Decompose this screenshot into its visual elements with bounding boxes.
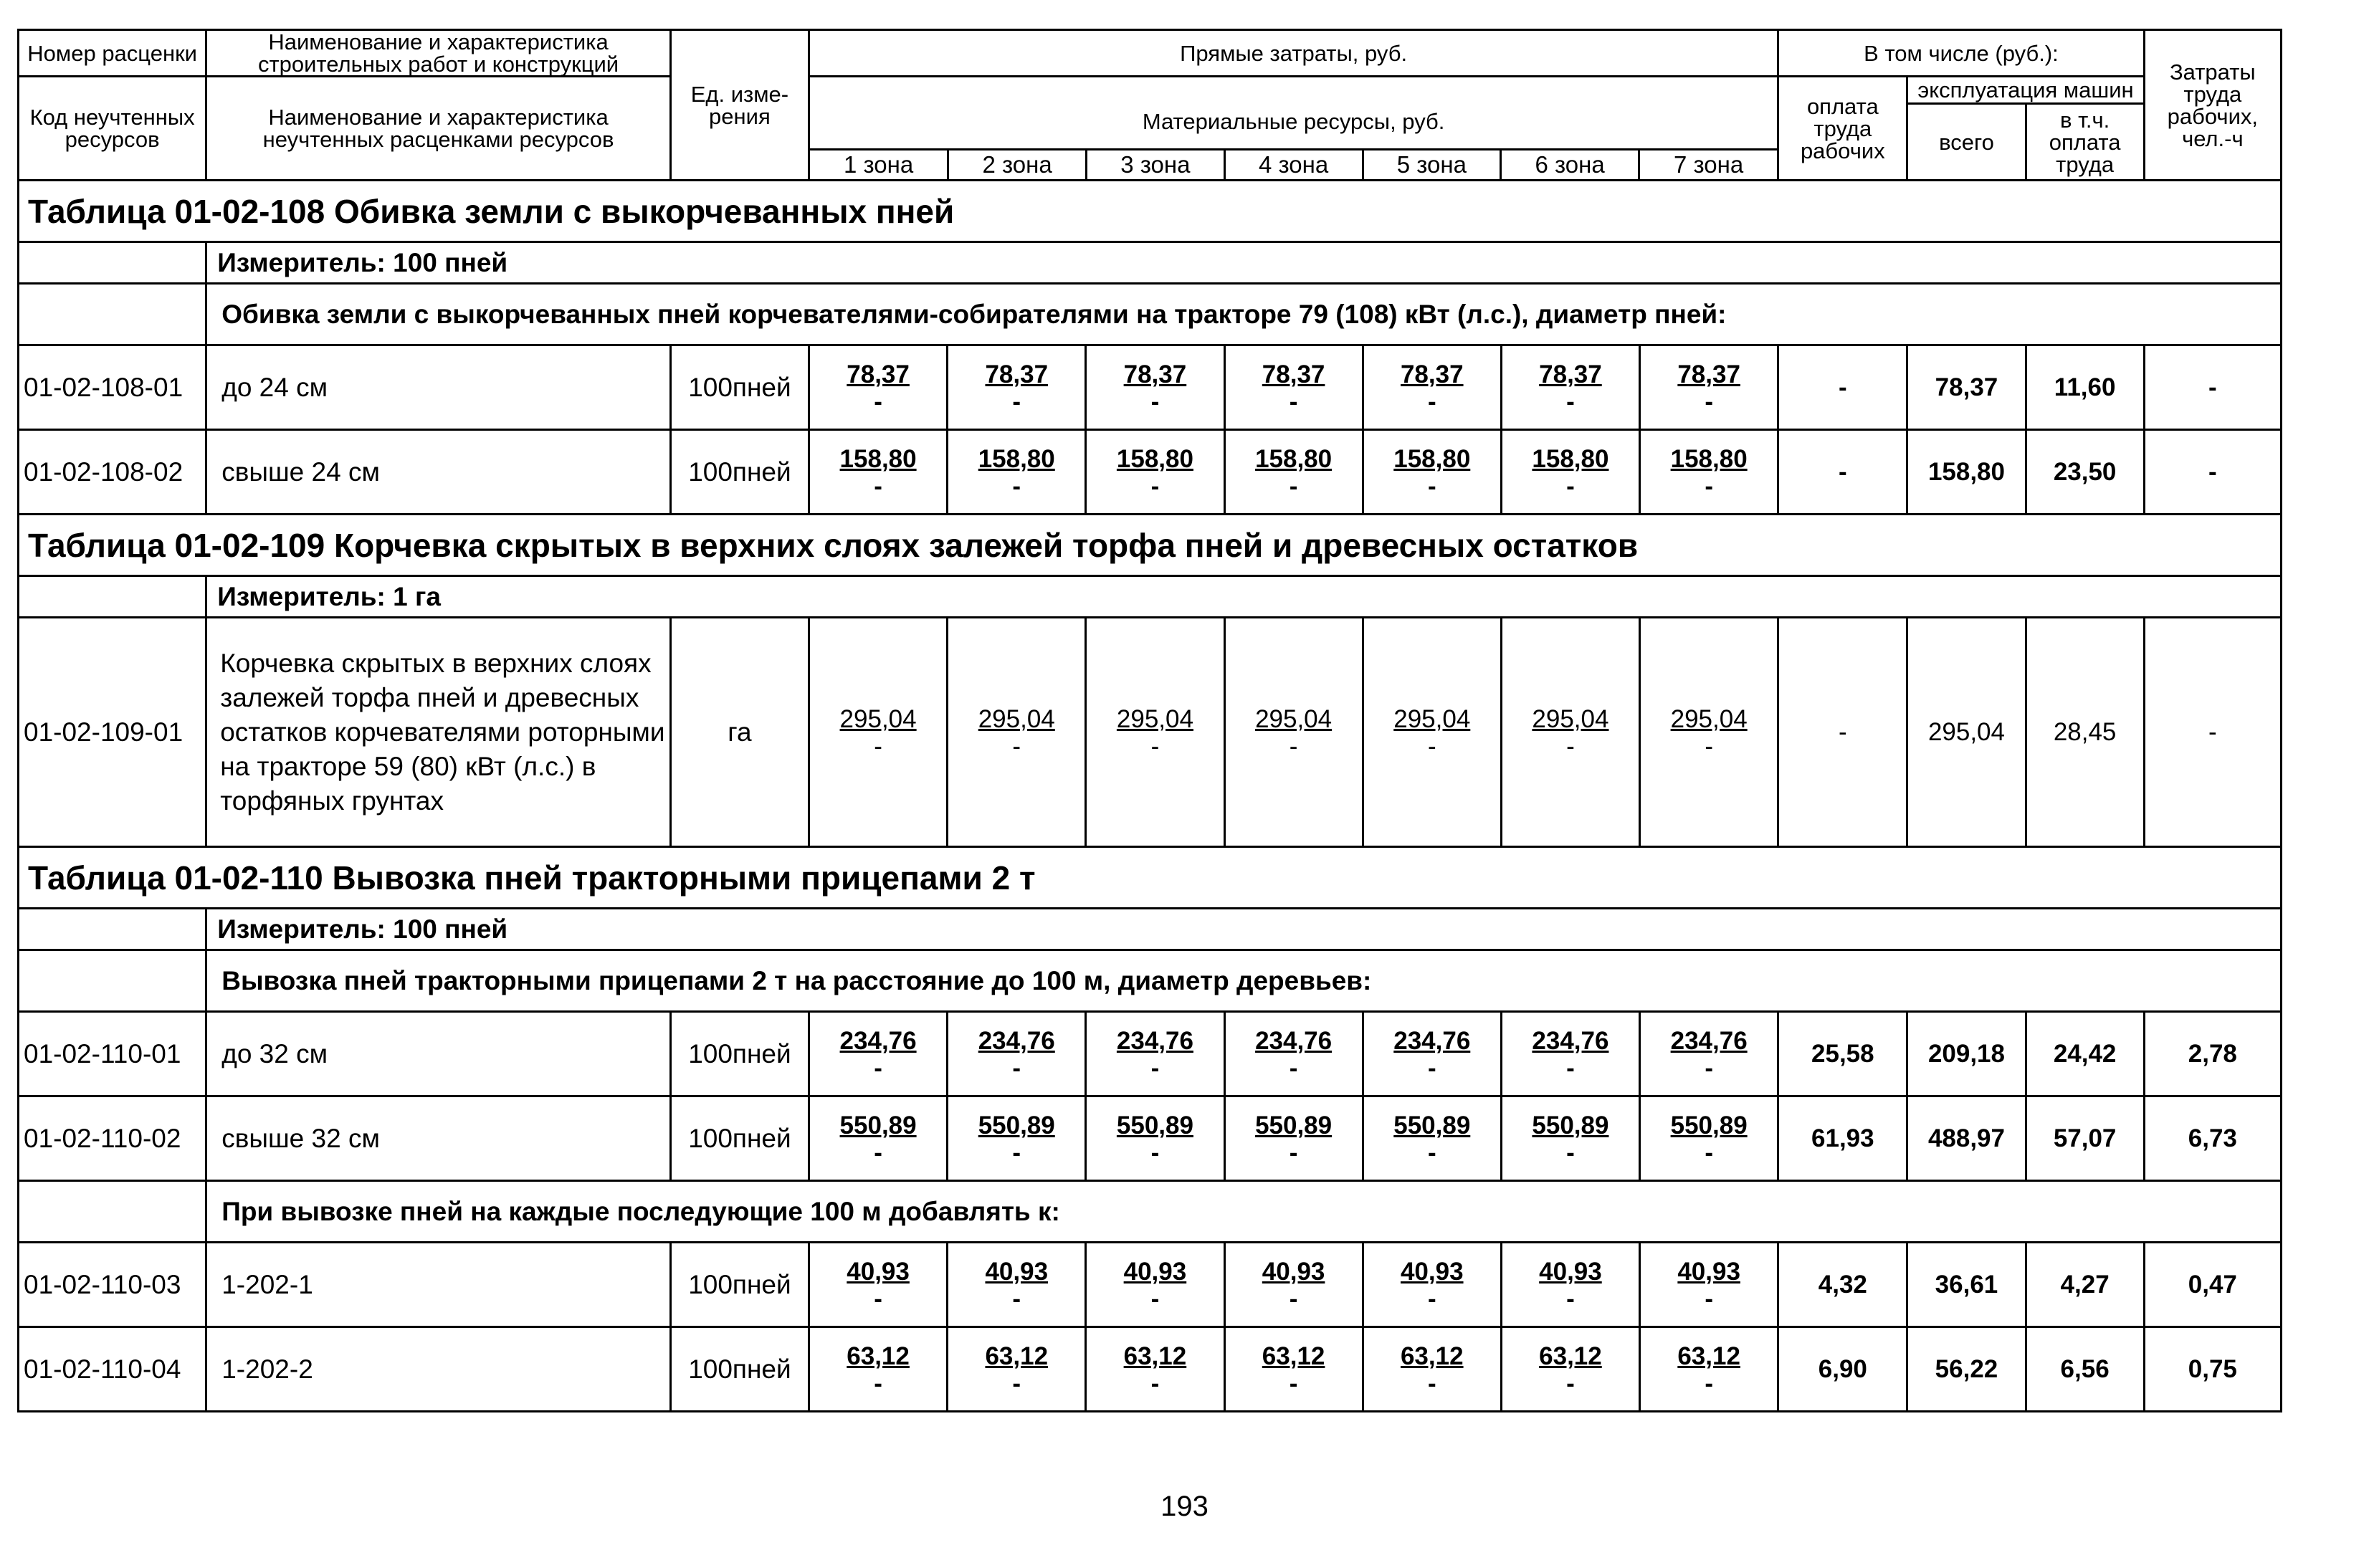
zone-cost: 40,93 [1400, 1257, 1464, 1286]
unit: 100пней [670, 1012, 809, 1096]
zone-3-value [1086, 1327, 1224, 1412]
zone-1-value [809, 1243, 948, 1327]
group-heading-row [19, 1181, 2282, 1243]
rate-code: 01-02-108-02 [19, 430, 206, 515]
machines-total-value: 158,80 [1907, 430, 2026, 515]
zone-cost: 234,76 [1532, 1026, 1609, 1055]
zone-7-value [1640, 430, 1778, 515]
header-row-1 [19, 30, 2282, 77]
zone-cost: 63,12 [1262, 1342, 1325, 1370]
machines-total-value: 56,22 [1907, 1327, 2026, 1412]
group-heading: При вывозке пней на каждые последующие 100 м добавлять к: [206, 1181, 2282, 1243]
wages-value: - [1778, 618, 1907, 847]
zone-resource: - [874, 387, 882, 416]
header-resource-name: Наименование и характеристика неучтенных расценками ресурсов [206, 77, 671, 181]
zone-3-value [1086, 430, 1224, 515]
wages-value: 61,93 [1778, 1096, 1907, 1181]
zone-cost: 63,12 [985, 1342, 1049, 1370]
labor-value: 0,75 [2144, 1327, 2281, 1412]
labor-value: - [2144, 345, 2281, 430]
zone-6-value [1501, 345, 1639, 430]
table-row [19, 345, 2282, 430]
header-materials-top [809, 77, 1778, 104]
work-name: Корчевка скрытых в верхних слоях залежей торфа пней и древесных остатков корчевателями роторными на тракторе 59 (80) кВт (л.с.) в торфяных грунтах [206, 618, 671, 847]
zone-cost: 550,89 [1116, 1111, 1193, 1139]
zone-cost: 295,04 [839, 704, 917, 733]
section-title-row [19, 515, 2282, 576]
machines-wages-value: 28,45 [2026, 618, 2144, 847]
machines-wages-value: 57,07 [2026, 1096, 2144, 1181]
zone-7-value [1640, 1012, 1778, 1096]
zone-resource: - [874, 1053, 882, 1082]
zone-5-value [1363, 1012, 1501, 1096]
zone-resource: - [1427, 1284, 1436, 1313]
zone-resource: - [1705, 1138, 1713, 1167]
zone-6-value [1501, 430, 1639, 515]
machines-total-value: 209,18 [1907, 1012, 2026, 1096]
zone-cost: 78,37 [985, 360, 1049, 388]
header-rate-number: Номер расценки [19, 30, 206, 77]
header-materials [809, 104, 1778, 181]
zone-1-value [809, 1327, 948, 1412]
zone-resource: - [1566, 732, 1575, 760]
zone-resource: - [1150, 387, 1160, 416]
labor-value: 2,78 [2144, 1012, 2281, 1096]
zone-cost: 63,12 [1400, 1342, 1464, 1370]
zone-cost: 158,80 [1255, 444, 1333, 473]
measure-code-empty [19, 242, 206, 284]
rate-code: 01-02-110-04 [19, 1327, 206, 1412]
zone-7-value [1640, 1327, 1778, 1412]
zone-3-value [1086, 1243, 1224, 1327]
zone-6-value [1501, 1243, 1639, 1327]
zone-resource: - [1150, 1053, 1160, 1082]
zone-cost: 63,12 [847, 1342, 910, 1370]
zone-cost: 40,93 [1262, 1257, 1325, 1286]
zone-resource: - [1566, 387, 1575, 416]
header-zones [810, 148, 1777, 180]
machines-wages-value: 24,42 [2026, 1012, 2144, 1096]
zone-cost: 63,12 [1123, 1342, 1187, 1370]
zone-cost: 234,76 [978, 1026, 1055, 1055]
zone-1-value [809, 430, 948, 515]
zone-resource: - [1566, 472, 1575, 500]
header-work-name: Наименование и характеристика строительных работ и конструкций [206, 30, 671, 77]
zone-cost: 234,76 [1670, 1026, 1748, 1055]
zone-resource: - [1566, 1138, 1575, 1167]
zone-4-value [1224, 1327, 1363, 1412]
zone-2-value [948, 1327, 1086, 1412]
zone-resource: - [1289, 1053, 1298, 1082]
wages-value: 4,32 [1778, 1243, 1907, 1327]
table-row [19, 1243, 2282, 1327]
zone-resource: - [1289, 1369, 1298, 1397]
zone-4-value [1224, 1096, 1363, 1181]
zone-cost: 158,80 [839, 444, 917, 473]
zone-7-value [1640, 345, 1778, 430]
wages-value: 25,58 [1778, 1012, 1907, 1096]
machines-wages-value: 11,60 [2026, 345, 2144, 430]
rate-code: 01-02-110-01 [19, 1012, 206, 1096]
zone-cost: 158,80 [1393, 444, 1471, 473]
zone-5-value [1363, 1327, 1501, 1412]
zone-cost: 78,37 [1400, 360, 1464, 388]
zone-5-value [1363, 1096, 1501, 1181]
zone-3-value [1086, 1012, 1224, 1096]
zone-resource: - [1012, 1138, 1021, 1167]
labor-value: - [2144, 430, 2281, 515]
measure-row [19, 909, 2282, 950]
zone-cost: 295,04 [978, 704, 1055, 733]
group-code-empty [19, 284, 206, 345]
zone-2-value [948, 618, 1086, 847]
table-row [19, 1327, 2282, 1412]
zone-cost: 158,80 [1532, 444, 1609, 473]
unit: 100пней [670, 1096, 809, 1181]
zone-2-value [948, 345, 1086, 430]
machines-wages-value: 6,56 [2026, 1327, 2144, 1412]
zone-resource: - [1427, 472, 1436, 500]
machines-wages-value: 4,27 [2026, 1243, 2144, 1327]
header-machines-total: всего [1907, 104, 2026, 181]
unit: 100пней [670, 1327, 809, 1412]
zone-cost: 550,89 [1532, 1111, 1609, 1139]
header-zone-4: 4 зона [1224, 149, 1363, 179]
zone-cost: 295,04 [1255, 704, 1333, 733]
measure-label: Измеритель: 1 га [206, 576, 2282, 618]
zone-resource: - [1427, 1369, 1436, 1397]
zone-cost: 78,37 [1262, 360, 1325, 388]
header-zone-3: 3 зона [1087, 149, 1225, 179]
measure-label: Измеритель: 100 пней [206, 242, 2282, 284]
labor-value: 6,73 [2144, 1096, 2281, 1181]
zone-resource: - [874, 1369, 882, 1397]
work-name: до 32 см [206, 1012, 671, 1096]
zone-resource: - [1012, 472, 1021, 500]
zone-resource: - [1705, 1284, 1713, 1313]
header-machines: эксплуатация машин [1907, 77, 2144, 104]
zone-4-value [1224, 1243, 1363, 1327]
zone-cost: 234,76 [839, 1026, 917, 1055]
header-row-2 [19, 77, 2282, 104]
zone-1-value [809, 1096, 948, 1181]
page-number: 193 [1160, 1491, 1209, 1522]
zone-resource: - [1150, 1138, 1160, 1167]
machines-total-value: 488,97 [1907, 1096, 2026, 1181]
zone-6-value [1501, 1012, 1639, 1096]
zone-cost: 40,93 [847, 1257, 910, 1286]
zone-2-value [948, 1012, 1086, 1096]
zone-7-value [1640, 1096, 1778, 1181]
zone-resource: - [1289, 732, 1298, 760]
unit: 100пней [670, 1243, 809, 1327]
section-title: Таблица 01-02-108 Обивка земли с выкорчеванных пней [19, 181, 2282, 242]
zone-resource: - [1150, 472, 1160, 500]
zone-resource: - [1012, 1053, 1021, 1082]
unit: га [670, 618, 809, 847]
zone-3-value [1086, 618, 1224, 847]
header-zone-7: 7 зона [1639, 149, 1778, 179]
machines-wages-value: 23,50 [2026, 430, 2144, 515]
section-title: Таблица 01-02-109 Корчевка скрытых в верхних слоях залежей торфа пней и древесных остатков [19, 515, 2282, 576]
work-name: до 24 см [206, 345, 671, 430]
zone-resource: - [874, 1284, 882, 1313]
wages-value: - [1778, 345, 1907, 430]
section-title-row [19, 847, 2282, 909]
zone-resource: - [1427, 1053, 1436, 1082]
zone-cost: 40,93 [1539, 1257, 1602, 1286]
zone-6-value [1501, 1096, 1639, 1181]
measure-row [19, 576, 2282, 618]
zone-resource: - [1012, 387, 1021, 416]
table-row [19, 1012, 2282, 1096]
zone-5-value [1363, 1243, 1501, 1327]
labor-value: 0,47 [2144, 1243, 2281, 1327]
zone-cost: 295,04 [1116, 704, 1193, 733]
group-code-empty [19, 950, 206, 1012]
zone-cost: 234,76 [1255, 1026, 1333, 1055]
zone-resource: - [1566, 1284, 1575, 1313]
header-resource-code: Код неучтенных ресурсов [19, 77, 206, 181]
header-zone-6: 6 зона [1501, 149, 1639, 179]
group-code-empty [19, 1181, 206, 1243]
header-materials-label: Материальные ресурсы, руб. [1142, 108, 1445, 134]
zone-cost: 550,89 [978, 1111, 1055, 1139]
zone-1-value [809, 618, 948, 847]
machines-total-value: 78,37 [1907, 345, 2026, 430]
zone-resource: - [1427, 387, 1436, 416]
work-name: свыше 24 см [206, 430, 671, 515]
rates-table-body [19, 30, 2282, 1412]
table-row [19, 1096, 2282, 1181]
rate-code: 01-02-109-01 [19, 618, 206, 847]
zone-3-value [1086, 345, 1224, 430]
zone-4-value [1224, 618, 1363, 847]
zone-resource: - [1705, 472, 1713, 500]
header-wages: оплата труда рабочих [1778, 77, 1907, 181]
rate-code: 01-02-110-02 [19, 1096, 206, 1181]
header-direct-costs: Прямые затраты, руб. [809, 30, 1778, 77]
zone-1-value [809, 1012, 948, 1096]
zone-7-value [1640, 618, 1778, 847]
machines-total-value: 295,04 [1907, 618, 2026, 847]
zone-cost: 78,37 [1123, 360, 1187, 388]
machines-total-value: 36,61 [1907, 1243, 2026, 1327]
zone-cost: 40,93 [985, 1257, 1049, 1286]
header-zone-1: 1 зона [810, 149, 948, 179]
header-machines-wages: в т.ч. оплата труда [2026, 104, 2144, 181]
zone-5-value [1363, 430, 1501, 515]
zone-cost: 550,89 [1393, 1111, 1471, 1139]
unit: 100пней [670, 345, 809, 430]
zone-resource: - [1150, 1284, 1160, 1313]
zone-resource: - [1427, 1138, 1436, 1167]
zone-cost: 295,04 [1532, 704, 1609, 733]
zone-cost: 63,12 [1539, 1342, 1602, 1370]
zone-cost: 78,37 [847, 360, 910, 388]
table-row [19, 618, 2282, 847]
zone-resource: - [1566, 1369, 1575, 1397]
section-title-row [19, 181, 2282, 242]
header-unit: Ед. изме-рения [670, 30, 809, 181]
zone-resource: - [1012, 732, 1021, 760]
zone-cost: 158,80 [978, 444, 1055, 473]
zone-resource: - [1289, 387, 1298, 416]
work-name: 1-202-2 [206, 1327, 671, 1412]
zone-resource: - [874, 732, 882, 760]
zone-2-value [948, 1243, 1086, 1327]
zone-cost: 78,37 [1677, 360, 1740, 388]
measure-label: Измеритель: 100 пней [206, 909, 2282, 950]
header-zone-5: 5 зона [1363, 149, 1501, 179]
zone-4-value [1224, 1012, 1363, 1096]
zone-resource: - [1150, 732, 1160, 760]
zone-cost: 158,80 [1670, 444, 1748, 473]
zone-3-value [1086, 1096, 1224, 1181]
zone-7-value [1640, 1243, 1778, 1327]
zone-resource: - [1427, 732, 1436, 760]
wages-value: - [1778, 430, 1907, 515]
zone-resource: - [1705, 387, 1713, 416]
zone-5-value [1363, 345, 1501, 430]
zone-resource: - [1289, 1284, 1298, 1313]
rate-code: 01-02-108-01 [19, 345, 206, 430]
measure-row [19, 242, 2282, 284]
zone-resource: - [1705, 1369, 1713, 1397]
table-row [19, 430, 2282, 515]
zone-2-value [948, 1096, 1086, 1181]
zone-resource: - [1150, 1369, 1160, 1397]
zone-resource: - [1012, 1284, 1021, 1313]
wages-value: 6,90 [1778, 1327, 1907, 1412]
measure-code-empty [19, 576, 206, 618]
zone-1-value [809, 345, 948, 430]
header-zone-2: 2 зона [948, 149, 1087, 179]
zone-cost: 234,76 [1116, 1026, 1193, 1055]
zone-resource: - [1012, 1369, 1021, 1397]
group-heading-row [19, 284, 2282, 345]
zone-cost: 550,89 [1670, 1111, 1748, 1139]
zone-resource: - [1705, 732, 1713, 760]
rates-table [17, 29, 2282, 1412]
zone-resource: - [1289, 472, 1298, 500]
header-incl: В том числе (руб.): [1778, 30, 2144, 77]
zone-4-value [1224, 345, 1363, 430]
zone-6-value [1501, 618, 1639, 847]
section-title: Таблица 01-02-110 Вывозка пней тракторными прицепами 2 т [19, 847, 2282, 909]
zone-2-value [948, 430, 1086, 515]
zone-resource: - [1566, 1053, 1575, 1082]
rate-code: 01-02-110-03 [19, 1243, 206, 1327]
zone-resource: - [874, 1138, 882, 1167]
zone-4-value [1224, 430, 1363, 515]
labor-value: - [2144, 618, 2281, 847]
group-heading: Обивка земли с выкорчеванных пней корчевателями-собирателями на тракторе 79 (108) кВт (л.с.), диаметр пней: [206, 284, 2282, 345]
zone-cost: 40,93 [1123, 1257, 1187, 1286]
zone-6-value [1501, 1327, 1639, 1412]
zone-cost: 550,89 [1255, 1111, 1333, 1139]
zone-cost: 550,89 [839, 1111, 917, 1139]
zone-resource: - [1705, 1053, 1713, 1082]
header-labor-costs: Затраты труда рабочих, чел.-ч [2144, 30, 2281, 181]
zone-cost: 63,12 [1677, 1342, 1740, 1370]
zone-resource: - [874, 472, 882, 500]
unit: 100пней [670, 430, 809, 515]
group-heading: Вывозка пней тракторными прицепами 2 т на расстояние до 100 м, диаметр деревьев: [206, 950, 2282, 1012]
zone-cost: 234,76 [1393, 1026, 1471, 1055]
zone-resource: - [1289, 1138, 1298, 1167]
zone-cost: 158,80 [1116, 444, 1193, 473]
group-heading-row [19, 950, 2282, 1012]
measure-code-empty [19, 909, 206, 950]
zone-5-value [1363, 618, 1501, 847]
work-name: свыше 32 см [206, 1096, 671, 1181]
zone-cost: 78,37 [1539, 360, 1602, 388]
work-name: 1-202-1 [206, 1243, 671, 1327]
zone-cost: 40,93 [1677, 1257, 1740, 1286]
zone-cost: 295,04 [1393, 704, 1471, 733]
zone-cost: 295,04 [1670, 704, 1748, 733]
